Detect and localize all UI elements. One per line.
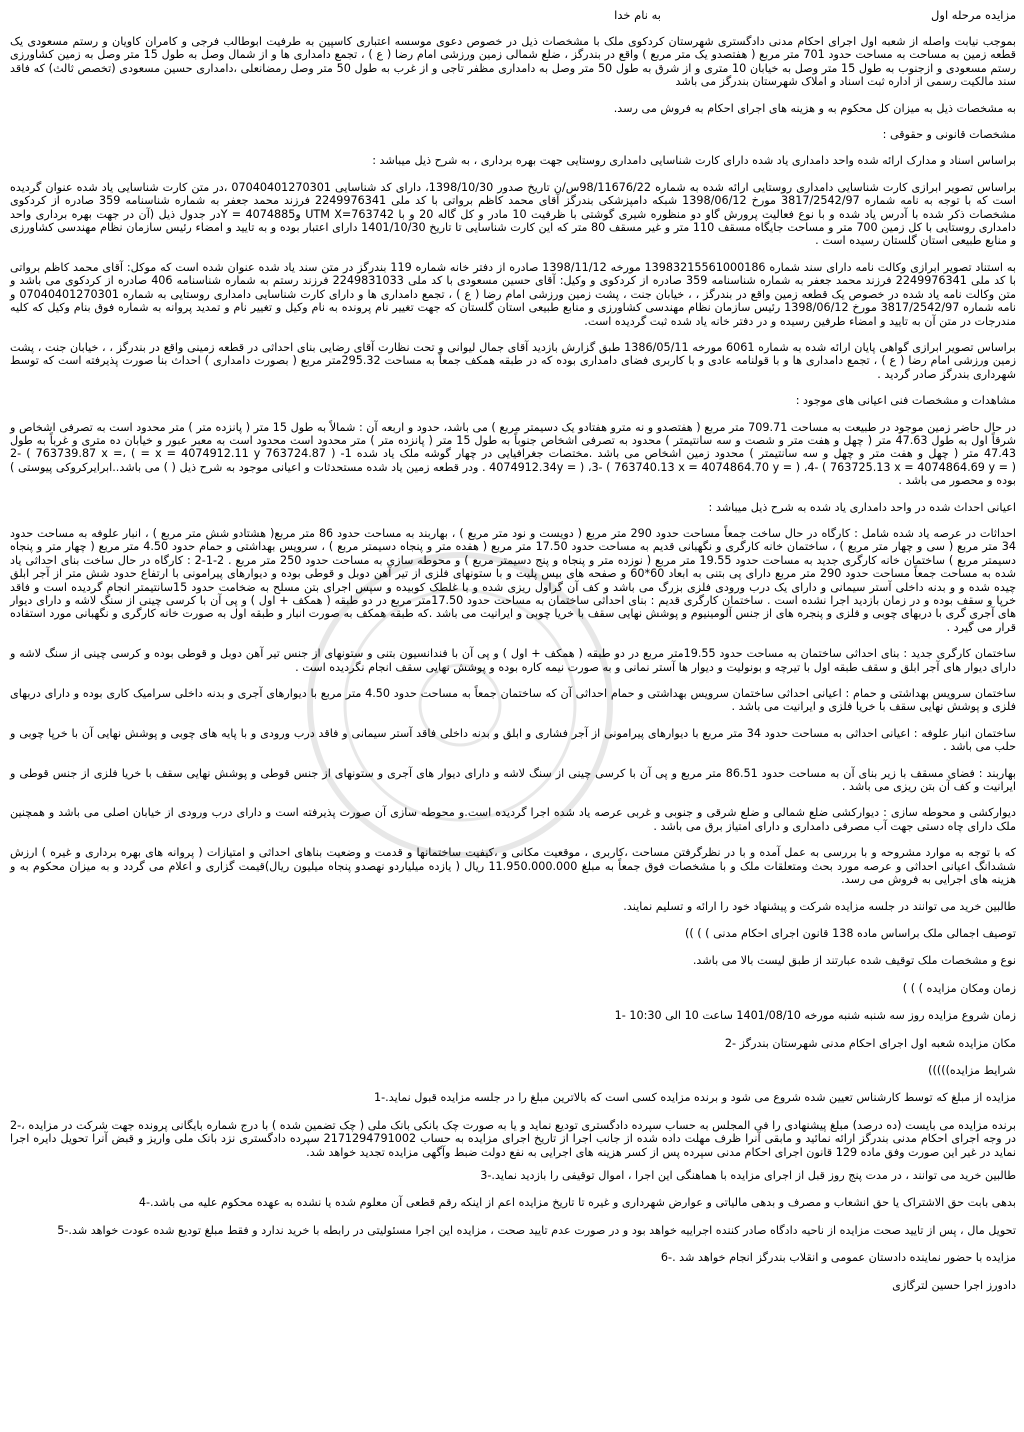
line-condition-6: مزایده با حضور نماینده دادستان عمومی و انقلاب بندرگز انجام خواهد شد .-6 [660,1251,1016,1265]
paragraph-valuation: که با توجه به موارد مشروحه و با بررسی به عمل آمده و با در نظرگرفتن مساحت ،کاربری ، موقعیت مکانی و ،کیفیت ساختمانها و قدمت و وضعیت بناهای احداثی و امتیازات ( پروانه های بهره برداری و غیره ) ارزش ششدانگ اعیانی احداثی و عرصه مورد بحث ومتعلقات ملک و با مشخصات فوق جمعاً به مبلغ 11.950.000.000 ریال ( یازده میلیاردو نهصدو پنجاه میلیون ریال)قیمت گزاری و اعلام می گردد و به میزان محکوم به و هزینه های اجرایی به فروش می رسد. [10,846,1016,887]
line-auction-time: زمان شروع مزایده روز سه شنبه شنبه مورخه 1401/08/10 ساعت 10 الی 10:30 -1 [614,1009,1016,1023]
line-condition-4: بدهی بابت حق الاشتراک یا حق انشعاب و مصرف و بدهی مالیاتی و عوارض شهرداری و غیره تا تاریخ مزایده اعم از اینکه رقم قطعی آن معلوم شده یا نشده به عهده محکوم علیه می باشد.-4 [138,1196,1016,1210]
paragraph-buildings: احداثات در عرصه یاد شده شامل : کارگاه در حال ساخت جمعاً مساحت حدود 290 متر مربع ( دویست و نود متر مربع ) ، بهاربند به مساحت حدود 86 متر مربع( هشتادو شش متر مربع ) ، انبار علوفه به مساحت حدود 34 متر مربع ( سی و چهار متر مربع ) ، ساختمان خانه کارگری و نگهبانی قدیم به مساحت حدود 17.50 متر مربع ( هفده متر و پنجاه دسیمتر مربع ) ، سرویس بهداشتی و حمام حدود 4.50 متر مربع ( چهار متر و پنجاه دسیمتر مربع ) ساختمان خانه کارگری جدید به مساحت حدود 19.55 متر مربع ( نوزده متر و پنجاه و پنج دسیمتر مربع ) و محوطه سازی به مساحت حدود 250 متر مربع . 2-1-2 : کارگاه در حال ساخت بنای احداثی یاد شده به مساحت جمعاً مساحت حدود 290 متر مربع دارای پی بتنی به ابعاد 60*60 و صفحه های بیس پلیت و با ستونهای فلزی از تیر آهن دوبل و قوطی بوده و دیوارهای پیرامونی با ارتفاع حدود شش متر از آجر ابلق چیده شده و و بدنه داخلی آستر سیمانی و دارای یک درب ورودی فلزی بزرگ می باشد و کف آن گراول ریزی شده و با غلطک کوبیده و سپس اجرای بتن مسلح به ضخامت حدود 15سانتیمتر انجام گردیده است و فاقد خرپا و سقف بوده و در زمان بازدید اجرا نشده است . ساختمان کارگری قدیم : بنای احداثی ساختمان به مساحت حدود 17.50متر مربع در دو طبقه ( همکف + اول ) و پی آن با کرسی چینی از سنگ لاشه و دارای دیوار های آجری گری با دربهای چوبی و فلزی و پنجره های از جنس آلومینیوم و پوشش نهایی سقف با خریا چوبی و ایرانیت می باشد .که طبقه همکف به صورت انبار و طبقه اول به صورت خانه کارگری و نگهبانی مورد استفاده قرار می گیرد . [10,526,1017,634]
signature: دادورز اجرا حسین لترگازی [892,1278,1016,1292]
line-bidders: طالبین خرید می توانند در جلسه مزایده شرکت و پیشنهاد خود را ارائه و تسلیم نمایند. [623,899,1016,913]
line-condition-5: تحویل مال ، پس از تایید صحت مزایده از ناحیه دادگاه صادر کننده اجراییه خواهد بود و در صورت عدم تایید صحت ، مزایده این اجرا مسئولیتی در رابطه با خرید ندارد و فقط مبلغ تودیع شده عودت خواهد شد.-5 [57,1223,1016,1237]
section-heading-legal: مشخصات قانونی و حقوقی : [882,128,1016,142]
paragraph-id-card: براساس تصویر ابرازی کارت شناسایی دامداری روستایی ارائه شده به شماره 98/11676/22س/ن تاریخ صدور 1398/10/30، دارای کد شناسایی 07040401270301 ،در متن کارت شناسایی یاد شده عنوان گردیده است که با توجه به نامه شماره 3817/2542/97 مورخ 1398/06/12 شبکه دامپزشکی بندرگز آقای محمد کاظم برواتی با کد ملی 2249976341 فرزند محمد جعفر به شماره شناسنامه 359 صادره از کردکوی مشخصات ذکر شده با آدرس یاد شده و با نوع فعالیت پرورش گاو دو منظوره شیری گوشتی با ظرفیت 10 مادر و کل گاله 20 و با UTM X=763742 وY = 4074885در جدول ذیل (آن در جهت بهره برداری واحد دامداری روستایی با کل زمین 700 متر و مساحت جایگاه مسقف 110 متر و غیر مسقف 80 متر که این کارت شناسایی تا تاریخ 1401/10/30 دارای اعتبار بوده و به تایید و امضاء رئیس سازمان نظام مهندسی کشاورزی و منابع طبیعی استان گلستان رسیده است . [10,180,1016,248]
header [10,8,1016,23]
paragraph-legal-docs: براساس اسناد و مدارک ارائه شده واحد دامداری یاد شده دارای کارت شناسایی دامداری روستایی جهت بهره برداری ، به شرح ذیل میباشد : [372,154,1016,168]
line-property-type: نوع و مشخصات ملک توقیف شده عبارتند از طبق لیست بالا می باشد. [692,954,1016,968]
paragraph-walls-yard: دیوارکشی و محوطه سازی : دیوارکشی ضلع شمالی و ضلع شرقی و جنوبی و غربی عرصه یاد شده اجرا گردیده است.و محوطه سازی آن صورت پذیرفته است و دارای درب ورودی از خیابان اصلی می باشد و همچنین ملک دارای چاه دستی جهت آب مصرفی دامداری و دارای امتیاز برق می باشد . [10,806,1016,833]
paragraph-land-boundaries: در حال حاضر زمین موجود در طبیعت به مساحت 709.71 متر مربع ( هفتصدو و نه مترو هفتادو یک دسیمتر مربع ) می باشد، حدود و اربعه آن : شمالاً به طول 15 متر ( پانزده متر ) متر محدود است به تصرفی اشخاص و شرقاً اول به طول 47.63 متر ( چهل و هفت متر و شصت و سه سانتیمتر ) محدود به تصرفی اشخاص جنوباً به طول 15 متر ( پانزده متر ) متر محدود است محدود است به معبر عبور و خیابان ده متری و غرباً به طول 47.43 متر ( چهل و هفت متر و چهل و سه سانتیمتر ) محدود زمین اشخاص می باشد .مختصات جغرافیایی در چهار گوشه ملک یاد شده 1- ( 763724.87 x = 4074912.11 y = ) ،2- ( 763739.87 x = 4074912.34y = ) ،3- ( 763740.13 x = 4074864.70 y = ) ،4- ( 763725.13 x = 4074864.69 y = ) . ودر قطعه زمین یاد شده مستحدثات و اعیانی موجود به شرح ذیل ( ) می باشد..ابرایرکروکی پیوستی ) بوده و محصور می باشد . [10,420,1017,488]
paragraph-power-of-attorney: به استناد تصویر ابرازی وکالت نامه دارای سند شماره 13983215561000186 مورخه 1398/11/12 صادره از دفتر خانه شماره 119 بندرگز در متن سند یاد شده عنوان شده است که موکل: آقای محمد کاظم برواتی با کد ملی 2249976341 فرزند محمد جعفر به شماره شناسنامه 359 صادره از کردکوی و وکیل: آقای حسین مسعودی با کد ملی 2249831033 فرزند رستم به شماره شناسنامه 406 صادره از کردکوی می باشد و متن وکالت نامه یاد شده در خصوص یک قطعه زمین واقع در بندرگز ، ، خیابان جنت ، پشت زمین ورزشی امام رضا ( ع ) ، تجمع دامداری ها و دارای کارت شناسایی دامداری روستایی به شماره 07040401270301 و نامه شماره 3817/2542/97 مورخ 1398/06/12 رئیس سازمان نظام مهندسی کشاورزی و منابع طبیعی استان گلستان که جهت تغییر نام پرونده به نام وکیل و تغییر نام و تمدید پروانه به شماره فوق بنام وکیل که کلیه مندرجات در متن آن به تایید و امضاء طرفین رسیده و در دفتر خانه یاد شده ثبت گردیده است. [10,260,1017,328]
line-auction-place: مکان مزایده شعبه اول اجرای احکام مدنی شهرستان بندرگز -2 [724,1036,1016,1050]
auction-stage-label: مزایده مرحله اول [931,8,1016,22]
paragraph-sale-basis: به مشخصات ذیل به میزان کل محکوم به و هزینه های اجرای احکام به فروش می رسد. [613,101,1016,115]
paragraph-completion-certificate: براساس تصویر ابرازی گواهی پایان ارائه شده به شماره 6061 مورخه 1386/05/11 طبق گزارش بازدید آقای جمال لیوانی و تحت نظارت آقای رضایی بنای احداثی در قطعه زمینی واقع در بندرگز ، ، خیابان جنت ، پشت زمین ورزشی امام رضا ( ع ) ، تجمع دامداری ها و با قولنامه عادی و با کاربری فضای دامداری بوده که در طبقه همکف جمعاً به مساحت 295.32متر مربع ( بصورت دامداری ) احداث بنا صورت پذیرفته است که توسط شهرداری بندرگز صادر گردید . [10,340,1017,381]
line-conditions-heading: شرایط مزایده))))) [928,1063,1016,1077]
paragraph-forage-storage: ساختمان انبار علوفه : اعیانی احداثی به مساحت حدود 34 متر مربع با دیوارهای پیرامونی از آجر فشاری و ابلق و بدنه داخلی فاقد آستر سیمانی و فاقد درب ورودی و با پایه های چوبی و پوشش نهایی آن با خرپا چوبی و حلب می باشد . [10,726,1017,754]
paragraph-intro: بموجب نیابت واصله از شعبه اول اجرای احکام مدنی دادگستری شهرستان کردکوی ملک با مشخصات ذیل در خصوص دعوی موسسه اعتباری کاسپین به طرفیت ابوطالب فرجی و کامران کاویان و رستم مسعودی یک قطعه زمین به مساحت به مساحت حدود 701 متر مربع ( هفتصدو یک متر مربع ) واقع در بندرگز ، ضلع شمالی زمین ورزشی امام رضا ( ع ) ، تجمع دامداری ها و از شمال وصل به طول 15 متر وصل به زمین کشاورزی رستم مسعودی و ازجنوب به طول 15 متر وصل به خیابان 10 متری و از شرق به طول 50 متر وصل به دامداری مظفر تاجی و از غرب به طول 50 متر وصل رمضانعلی ،دامداری حسین مسعودی (تخصص ثالث) که فاقد سند مالکیت رسمی از اداره ثبت اسناد و املاک شهرستان بندرگز می باشد [10,35,1017,89]
line-condition-1: مزایده از مبلغ که توسط کارشناس تعیین شده شروع می شود و برنده مزایده کسی است که بالاترین مبلغ را در جلسه مزایده قبول نماید.-1 [374,1091,1016,1105]
paragraph-bathroom: ساختمان سرویس بهداشتی و حمام : اعیانی احداثی ساختمان سرویس بهداشتی و حمام احداثی آن که ساختمان جمعاً به مساحت حدود 4.50 متر مربع با دیوارهای آجری و بدنه داخلی سرامیک کاری بوده و دارای دربهای فلزی و پوشش نهایی سقف با خریا فلزی و ایرانیت می باشد . [10,687,1016,714]
paragraph-new-worker-building: ساختمان کارگری جدید : بنای احداثی ساختمان به مساحت حدود 19.55متر مربع در دو طبقه ( همکف + اول ) و پی آن با فندانسیون بتنی و ستونهای از جنس تیر آهن دوبل و قوطی بوده و کرسی چینی از سنگ لاشه و دارای دیوار های آجر ابلق و سقف طبقه اول با تیرچه و بونولیت و دیوار ها آستر نمانی و به صورت نیمه کاره بوده و پوشش نهایی سقف انجام نگردیده است . [10,647,1016,674]
section-heading-buildings: اعیانی احداث شده در واحد دامداری یاد شده به شرح ذیل میباشد : [708,500,1016,514]
section-heading-technical: مشاهدات و مشخصات فنی اعیانی های موجود : [795,394,1016,408]
line-condition-3: طالبین خرید می توانند ، در مدت پنج روز قبل از اجرای مزایده با هماهنگی این اجرا ، اموال توقیفی را بازدید نماید.-3 [480,1168,1016,1182]
line-time-place-heading: زمان ومکان مزایده ) ) ) [902,981,1016,995]
paragraph-condition-2: برنده مزایده می بایست (ده درصد) مبلغ پیشنهادی را فی المجلس به حساب سپرده دادگستری تودیع نماید و یا به صورت چک بانکی بانک ملی ( چک تضمین شده ) با درج شماره بایگانی پرونده جهت شرکت در مزایده ،-2 در وجه اجرای احکام مدنی بندرگز ارائه نمائید و مابقی آنرا ظرف مهلت داده شده از جانب اجرا از تاریخ اجرای مزایده به حساب 2171294791002 سپرده دادگستری نزد بانک ملی واریز و قبض آنرا تحویل دایره اجرا نماید در غیر این صورت وفق ماده 129 قانون اجرای احکام مدنی سپرده پس از کسر هزینه های اجرایی به نفع دولت ضبط وآگهی مزایده تجدید خواهد شد. [10,1118,1016,1159]
paragraph-barn: بهاربند : فضای مسقف با زیر بنای آن به مساحت حدود 86.51 متر مربع و پی آن با کرسی چینی از سنگ لاشه و دارای دیوار های آجری و ستونهای از جنس قوطی و پوشش نهایی سقف با خریا فلزی از جنس قوطی و ایرانیت و کف آن بتن ریزی می باشد . [10,766,1016,794]
basmala: به نام خدا [614,8,661,22]
line-article-138: توصیف اجمالی ملک براساس ماده 138 قانون اجرای احکام مدنی ) ) )) [684,926,1016,940]
